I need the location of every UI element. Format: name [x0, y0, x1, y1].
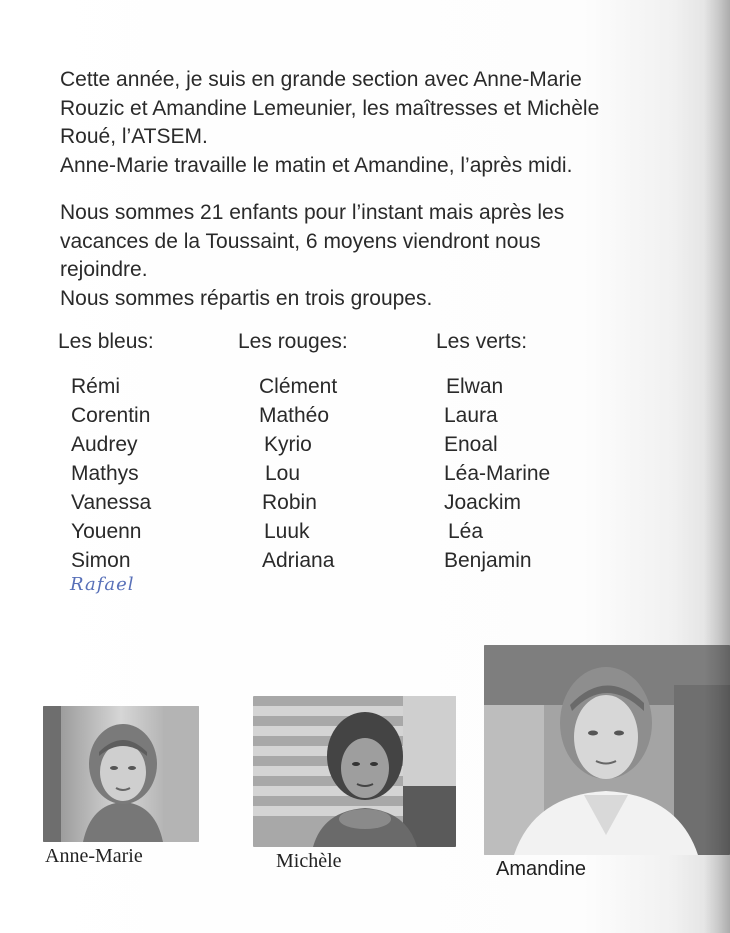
list-item: Corentin	[71, 404, 151, 427]
list-item: Mathys	[71, 462, 139, 485]
group-title-red: Les rouges:	[238, 330, 348, 353]
list-item: Léa-Marine	[444, 462, 551, 485]
list-item: Luuk	[264, 520, 310, 543]
list-item: Rémi	[71, 375, 121, 398]
text-line: Nous sommes répartis en trois groupes.	[60, 286, 433, 310]
text-line: rejoindre.	[60, 258, 148, 281]
list-item: Robin	[262, 491, 317, 514]
text-line: Roué, l’ATSEM.	[60, 125, 208, 148]
page-edge-shadow	[704, 0, 730, 933]
list-item: Vanessa	[71, 491, 152, 514]
portrait-photo-icon	[253, 696, 456, 847]
annemarie-caption: Anne-Marie	[45, 845, 143, 867]
portrait-photo-icon	[43, 706, 199, 842]
list-item: Clément	[259, 375, 338, 398]
intro-paragraph	[60, 66, 710, 180]
list-item: Enoal	[444, 433, 498, 456]
amandine-photo	[484, 645, 730, 855]
list-item: Lou	[265, 462, 301, 485]
list-item: Kyrio	[264, 433, 312, 456]
list-item: Audrey	[71, 433, 138, 456]
children-paragraph	[60, 199, 710, 313]
list-item: Mathéo	[259, 404, 330, 427]
portrait-photo-icon	[484, 645, 730, 855]
group-title-blue: Les bleus:	[58, 330, 154, 353]
group-list-red	[259, 372, 337, 575]
list-item: Benjamin	[444, 549, 532, 572]
list-item: Simon	[71, 549, 131, 572]
michele-photo	[253, 696, 456, 847]
list-item: Joackim	[444, 491, 522, 514]
michele-caption: Michèle	[276, 850, 342, 872]
text-line: Nous sommes 21 enfants pour l’instant mais après les	[60, 201, 565, 224]
text-line: Anne-Marie travaille le matin et Amandine, l’après midi.	[60, 153, 573, 177]
list-item: Elwan	[446, 375, 504, 398]
annemarie-photo	[43, 706, 199, 842]
handwritten-name: Rafael	[70, 574, 135, 595]
list-item: Léa	[448, 520, 484, 543]
list-item: Adriana	[262, 549, 335, 572]
amandine-caption: Amandine	[496, 858, 587, 880]
text-line: Cette année, je suis en grande section avec Anne-Marie	[60, 68, 582, 91]
list-item: Laura	[444, 404, 498, 427]
list-item: Youenn	[71, 520, 142, 543]
group-list-green	[444, 372, 550, 575]
group-list-blue	[71, 372, 151, 575]
text-line: vacances de la Toussaint, 6 moyens viendront nous	[60, 229, 541, 253]
group-title-green: Les verts:	[436, 330, 528, 353]
text-line: Rouzic et Amandine Lemeunier, les maîtresses et Michèle	[60, 96, 600, 120]
